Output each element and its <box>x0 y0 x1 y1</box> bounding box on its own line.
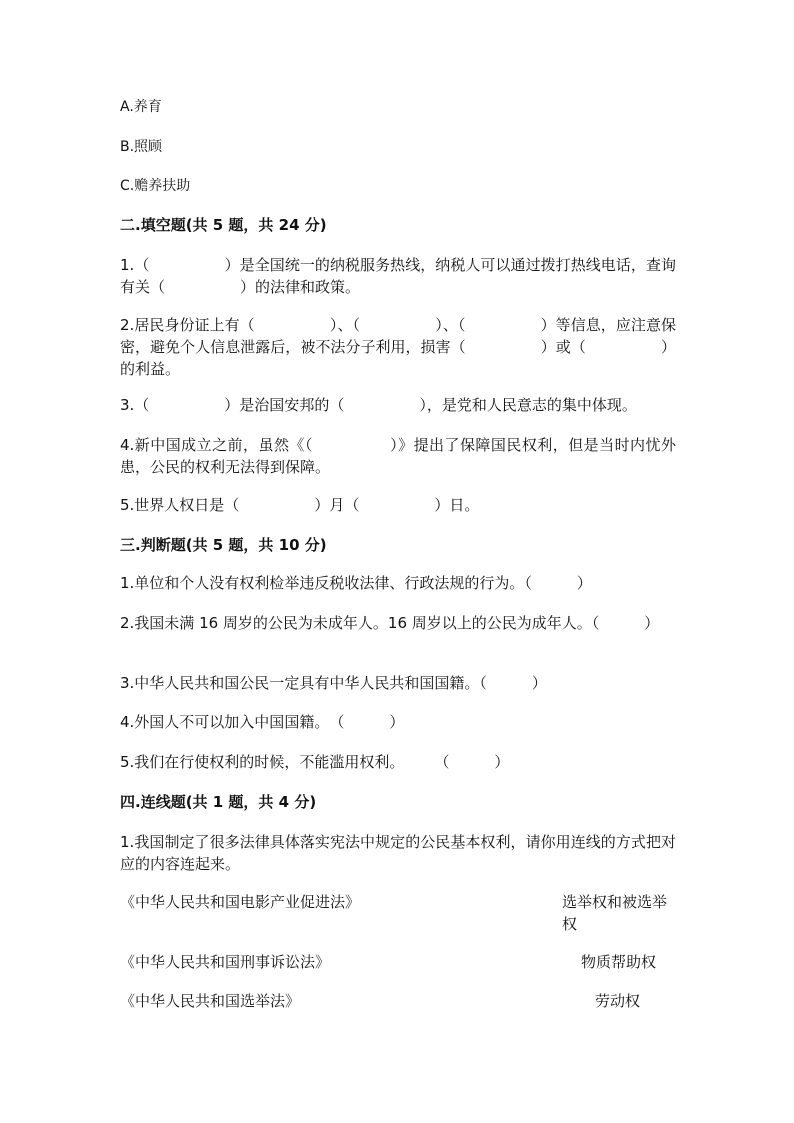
true-false-question-4: 4.外国人不可以加入中国国籍。 （ ） <box>120 713 405 731</box>
matching-left-3: 《中华人民共和国选举法》 <box>120 992 301 1010</box>
matching-left-1: 《中华人民共和国电影产业促进法》 <box>120 893 361 911</box>
option-c: C.赡养扶助 <box>120 178 191 194</box>
true-false-question-3: 3.中华人民共和国公民一定具有中华人民共和国国籍。（ ） <box>120 674 547 692</box>
section-heading-fill-in: 二.填空题(共 5 题，共 24 分) <box>120 216 327 234</box>
matching-right-2: 物质帮助权 <box>580 953 656 971</box>
fill-in-question-3: 3.（ ）是治国安邦的（ ），是党和人民意志的集中体现。 <box>120 396 637 414</box>
fill-in-question-4: 4.新中国成立之前，虽然《（ ）》提出了保障国民权利，但是当时内忧外患，公民的权利无法得到保障。 <box>120 436 676 476</box>
section-heading-matching: 四.连线题(共 1 题，共 4 分) <box>120 793 317 811</box>
fill-in-question-1: 1.（ ）是全国统一的纳税服务热线，纳税人可以通过拨打热线电话，查询有关（ ）的法律和政策。 <box>120 256 676 296</box>
matching-question: 1.我国制定了很多法律具体落实宪法中规定的公民基本权利，请你用连线的方式把对应的内容连起来。 <box>120 833 676 873</box>
option-a: A.养育 <box>120 99 162 115</box>
option-b: B.照顾 <box>120 139 163 155</box>
true-false-question-5: 5.我们在行使权利的时候，不能滥用权利。 （ ） <box>120 753 510 771</box>
fill-in-question-5: 5.世界人权日是（ ）月（ ）日。 <box>120 496 480 514</box>
true-false-question-2: 2.我国未满 16 周岁的公民为未成年人。16 周岁以上的公民为成年人。（ ） <box>120 614 660 632</box>
matching-right-3: 劳动权 <box>594 992 640 1010</box>
true-false-question-1: 1.单位和个人没有权利检举违反税收法律、行政法规的行为。（ ） <box>120 574 592 592</box>
section-heading-true-false: 三.判断题(共 5 题，共 10 分) <box>120 536 327 554</box>
matching-left-2: 《中华人民共和国刑事诉讼法》 <box>120 953 331 971</box>
fill-in-question-2: 2.居民身份证上有（ ）、（ ）、（ ）等信息，应注意保密，避免个人信息泄露后，被不法分子利用，损害（ ）或（ ）的利益。 <box>120 316 676 378</box>
matching-row-1 <box>120 891 676 935</box>
matching-right-1: 选举权和被选举权 <box>562 893 668 933</box>
